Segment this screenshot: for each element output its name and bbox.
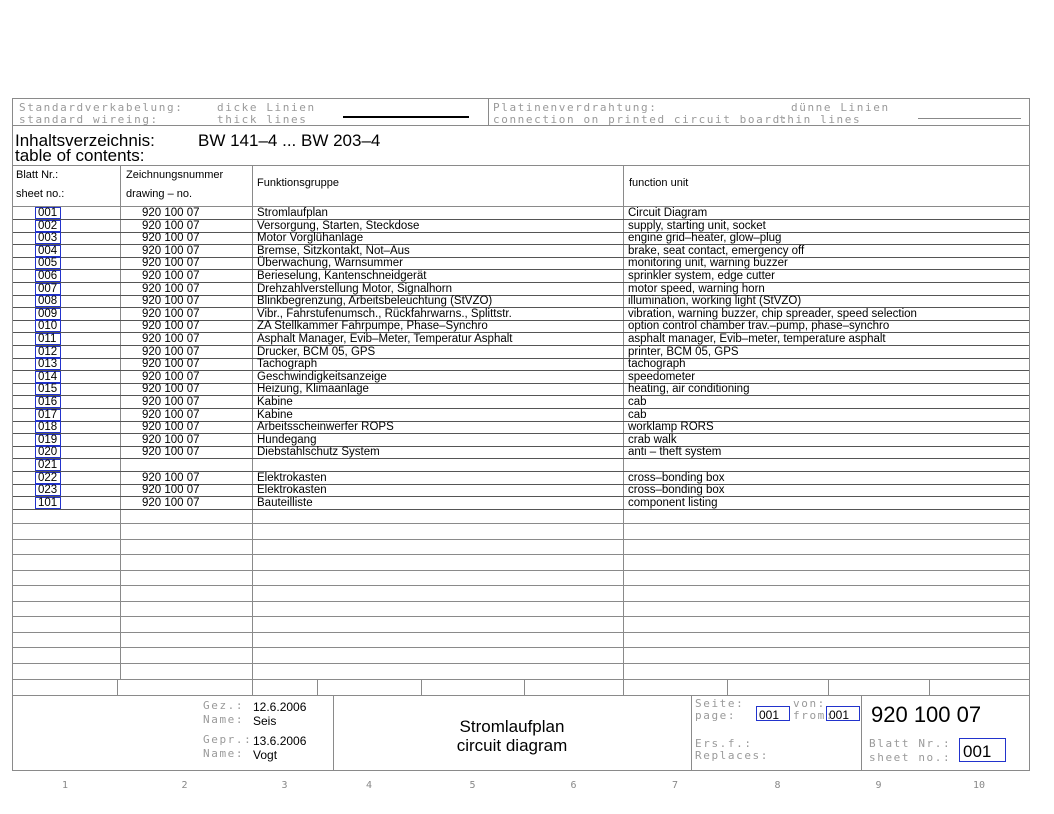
sheet-number-link[interactable]: 009 — [35, 308, 61, 320]
drawn-by-name: Seis — [253, 714, 277, 728]
page-label: page: — [695, 709, 737, 722]
col-header-func-en: function unit — [629, 177, 689, 189]
table-row — [13, 320, 1029, 332]
col-header-sheet-de: Blatt Nr.: — [16, 169, 59, 181]
drawing-number-cell: 920 100 07 — [142, 232, 200, 245]
drawing-number: 920 100 07 — [871, 702, 982, 727]
sheet-number-link[interactable]: 006 — [35, 270, 61, 282]
sheet-number: 001 — [963, 742, 992, 761]
name1-label: Name: — [203, 713, 245, 726]
function-group-de: Versorgung, Starten, Steckdose — [257, 219, 420, 232]
function-group-de: Kabine — [257, 396, 293, 408]
legend-thin-en: connection on printed circuit board: — [493, 113, 790, 126]
drawing-number-cell: 920 100 07 — [142, 244, 200, 257]
column-number: 8 — [774, 780, 781, 791]
toc-title-de: Inhaltsverzeichnis: — [15, 131, 155, 150]
table-row — [13, 232, 1029, 244]
drawing-number-cell: 920 100 07 — [142, 370, 200, 383]
column-number: 10 — [972, 780, 986, 791]
gepr-date: 13.6.2006 — [253, 734, 307, 748]
col-header-func-de: Funktionsgruppe — [257, 177, 339, 189]
function-unit-en: illumination, working light (StVZO) — [628, 295, 802, 308]
thick-line-sample — [343, 116, 469, 118]
sheet-number-link[interactable]: 005 — [35, 257, 61, 269]
table-row — [13, 484, 1029, 496]
sheet-number-link[interactable]: 008 — [35, 295, 61, 307]
sheet-number-link[interactable]: 011 — [35, 333, 61, 345]
page-number-box[interactable] — [756, 706, 790, 721]
sheet-number-link[interactable]: 010 — [35, 320, 61, 332]
column-number: 7 — [671, 780, 679, 791]
function-unit-en: option control chamber trav.–pump, phase–synchro — [628, 320, 890, 333]
table-row — [13, 308, 1029, 320]
function-unit-en: Circuit Diagram — [628, 207, 708, 219]
function-group-de: Elektrokasten — [257, 471, 327, 484]
diagram-title-de: Stromlaufplan — [459, 717, 565, 736]
table-row — [13, 396, 1029, 408]
drawing-number-cell: 920 100 07 — [142, 496, 200, 509]
function-unit-en: asphalt manager, Evib–meter, temperature asphalt — [628, 333, 886, 345]
function-group-de: Vibr., Fahrstufenumsch., Rückfahrwarns., Splittstr. — [257, 307, 512, 320]
gepr-label: Gepr.: — [203, 733, 253, 746]
sheet-number-link[interactable]: 002 — [35, 220, 61, 232]
drawing-number-cell: 920 100 07 — [142, 433, 200, 446]
drawing-number-cell: 920 100 07 — [142, 421, 200, 434]
legend-thick-label-de: dicke Linien — [217, 101, 316, 114]
function-group-de: Geschwindigkeitsanzeige — [257, 370, 387, 383]
table-row — [13, 283, 1029, 295]
sheet-label: sheet no.: — [869, 751, 952, 764]
sheet-number-link[interactable]: 014 — [35, 371, 61, 383]
sheet-number-link[interactable]: 020 — [35, 446, 61, 458]
drawing-number-cell: 920 100 07 — [142, 484, 200, 497]
column-number: 6 — [570, 780, 577, 791]
table-row — [13, 421, 1029, 433]
page-total: 001 — [829, 708, 850, 722]
sheet-number-link[interactable]: 003 — [35, 232, 61, 244]
drawing-number-cell: 920 100 07 — [142, 219, 200, 232]
table-row — [13, 459, 1029, 471]
function-unit-en: component listing — [628, 496, 718, 509]
drawing-number-cell: 920 100 07 — [142, 408, 200, 421]
column-number: 2 — [181, 780, 188, 791]
table-row — [13, 295, 1029, 307]
sheet-number-link[interactable]: 018 — [35, 421, 61, 433]
legend-thick-en: standard wireing: — [19, 113, 159, 126]
table-row — [13, 220, 1029, 232]
table-row — [13, 371, 1029, 383]
function-group-de: Elektrokasten — [257, 484, 327, 497]
function-group-de: Diebstahlschutz System — [257, 446, 380, 459]
sheet-number-link[interactable]: 012 — [35, 346, 61, 358]
blatt-label: Blatt Nr.: — [869, 737, 952, 750]
legend-thick-label-en: thick lines — [217, 113, 308, 126]
toc-title-en: table of contents: — [15, 146, 145, 165]
diagram-title-en: circuit diagram — [456, 736, 568, 755]
checked-by-name: Vogt — [253, 748, 278, 762]
function-unit-en: monitoring unit, warning buzzer — [628, 257, 788, 270]
page-number: 001 — [759, 708, 780, 722]
drawing-number-cell: 920 100 07 — [142, 295, 200, 308]
function-unit-en: heating, air conditioning — [628, 383, 750, 396]
drawing-number-cell: 920 100 07 — [142, 207, 200, 219]
table-row — [13, 383, 1029, 395]
function-unit-en: speedometer — [628, 370, 696, 383]
function-unit-en: tachograph — [628, 358, 686, 371]
function-unit-en: anti – theft system — [628, 446, 722, 459]
table-row — [13, 446, 1029, 458]
sheet-number-link[interactable]: 017 — [35, 409, 61, 421]
table-row — [13, 434, 1029, 446]
function-group-de: Drucker, BCM 05, GPS — [257, 345, 376, 358]
column-number: 9 — [875, 780, 882, 791]
drawing-number-cell: 920 100 07 — [142, 270, 200, 282]
drawing-number-cell: 920 100 07 — [142, 282, 200, 295]
sheet-number-link[interactable]: 019 — [35, 434, 61, 446]
drawing-number-cell: 920 100 07 — [142, 358, 200, 371]
function-unit-en: vibration, warning buzzer, chip spreader, speed selection — [628, 307, 917, 320]
ers-label: Ers.f.: — [695, 737, 753, 750]
function-group-de: Blinkbegrenzung, Arbeitsbeleuchtung (StVZO) — [257, 295, 493, 308]
function-group-de: Tachograph — [257, 358, 318, 371]
table-row — [13, 270, 1029, 282]
function-group-de: Motor Vorglühanlage — [257, 232, 364, 245]
function-unit-en: cross–bonding box — [628, 471, 725, 484]
sheet-number-link[interactable]: 004 — [35, 245, 61, 257]
function-unit-en: cab — [628, 408, 647, 421]
col-header-drawing-de: Zeichnungsnummer — [126, 169, 224, 181]
column-number: 4 — [365, 780, 373, 791]
drawing-number-cell: 920 100 07 — [142, 446, 200, 459]
function-group-de: Bauteilliste — [257, 496, 313, 509]
function-group-de: Heizung, Klimaanlage — [257, 383, 369, 396]
function-group-de: Kabine — [257, 408, 293, 421]
function-group-de: Berieselung, Kantenschneidgerät — [257, 270, 427, 282]
sheet-number-box[interactable] — [959, 738, 1006, 762]
seite-label: Seite: — [695, 697, 745, 710]
table-row — [13, 472, 1029, 484]
table-row — [13, 333, 1029, 345]
sheet-number-link[interactable]: 016 — [35, 396, 61, 408]
function-unit-en: engine grid–heater, glow–plug — [628, 232, 782, 245]
function-group-de: Arbeitsscheinwerfer ROPS — [257, 421, 394, 434]
legend-thin-label-en: thin lines — [779, 113, 862, 126]
drawing-number-cell: 920 100 07 — [142, 471, 200, 484]
function-group-de: ZA Stellkammer Fahrpumpe, Phase–Synchro — [257, 320, 488, 333]
sheet-number-link[interactable]: 015 — [35, 383, 61, 395]
column-number: 5 — [469, 780, 476, 791]
drawing-number-cell: 920 100 07 — [142, 396, 200, 408]
thin-line-sample — [918, 118, 1021, 119]
page-total-box[interactable] — [826, 706, 860, 721]
table-row — [13, 207, 1029, 219]
sheet-number-link[interactable]: 023 — [35, 484, 61, 496]
name2-label: Name: — [203, 747, 245, 760]
table-row — [13, 245, 1029, 257]
table-row — [13, 497, 1029, 509]
from-label: from: — [793, 709, 835, 722]
drawing-number-cell: 920 100 07 — [142, 345, 200, 358]
sheet-number-link[interactable]: 013 — [35, 358, 61, 370]
sheet-number-link[interactable]: 001 — [35, 207, 61, 219]
toc-range: BW 141–4 ... BW 203–4 — [198, 131, 381, 150]
function-unit-en: cab — [628, 396, 647, 408]
function-unit-en: crab walk — [628, 433, 677, 446]
function-unit-en: motor speed, warning horn — [628, 282, 765, 295]
function-unit-en: supply, starting unit, socket — [628, 219, 766, 232]
sheet-number-link[interactable]: 021 — [35, 459, 61, 471]
gez-label: Gez.: — [203, 699, 245, 712]
replaces-label: Replaces: — [695, 749, 770, 762]
sheet-number-link[interactable]: 007 — [35, 283, 61, 295]
function-unit-en: brake, seat contact, emergency off — [628, 244, 805, 257]
drawing-number-cell: 920 100 07 — [142, 307, 200, 320]
sheet-number-link[interactable]: 101 — [35, 497, 61, 509]
function-unit-en: printer, BCM 05, GPS — [628, 345, 739, 358]
function-unit-en: cross–bonding box — [628, 484, 725, 497]
legend-thin-de: Platinenverdrahtung: — [493, 101, 658, 114]
function-group-de: Drehzahlverstellung Motor, Signalhorn — [257, 282, 452, 295]
function-group-de: Überwachung, Warnsummer — [257, 257, 403, 270]
drawing-number-cell: 920 100 07 — [142, 320, 200, 333]
table-row — [13, 409, 1029, 421]
col-header-drawing-en: drawing – no. — [126, 188, 193, 200]
drawing-sheet — [12, 98, 1030, 791]
drawing-number-cell: 920 100 07 — [142, 333, 200, 345]
function-unit-en: worklamp RORS — [628, 421, 714, 434]
function-group-de: Bremse, Sitzkontakt, Not–Aus — [257, 244, 410, 257]
legend-thin-label-de: dünne Linien — [791, 101, 890, 114]
function-group-de: Hundegang — [257, 433, 317, 446]
sheet-number-link[interactable]: 022 — [35, 472, 61, 484]
table-row — [13, 358, 1029, 370]
col-header-sheet-en: sheet no.: — [16, 188, 65, 200]
von-label: von: — [793, 697, 826, 710]
function-group-de: Stromlaufplan — [257, 207, 328, 219]
legend-thick-de: Standardverkabelung: — [19, 101, 184, 114]
drawing-number-cell: 920 100 07 — [142, 257, 200, 270]
gez-date: 12.6.2006 — [253, 700, 307, 714]
table-row — [13, 257, 1029, 269]
drawing-number-cell: 920 100 07 — [142, 383, 200, 396]
function-unit-en: sprinkler system, edge cutter — [628, 270, 776, 282]
column-number: 1 — [61, 780, 69, 791]
column-number: 3 — [281, 780, 288, 791]
table-row — [13, 346, 1029, 358]
function-group-de: Asphalt Manager, Evib–Meter, Temperatur Asphalt — [257, 333, 513, 345]
